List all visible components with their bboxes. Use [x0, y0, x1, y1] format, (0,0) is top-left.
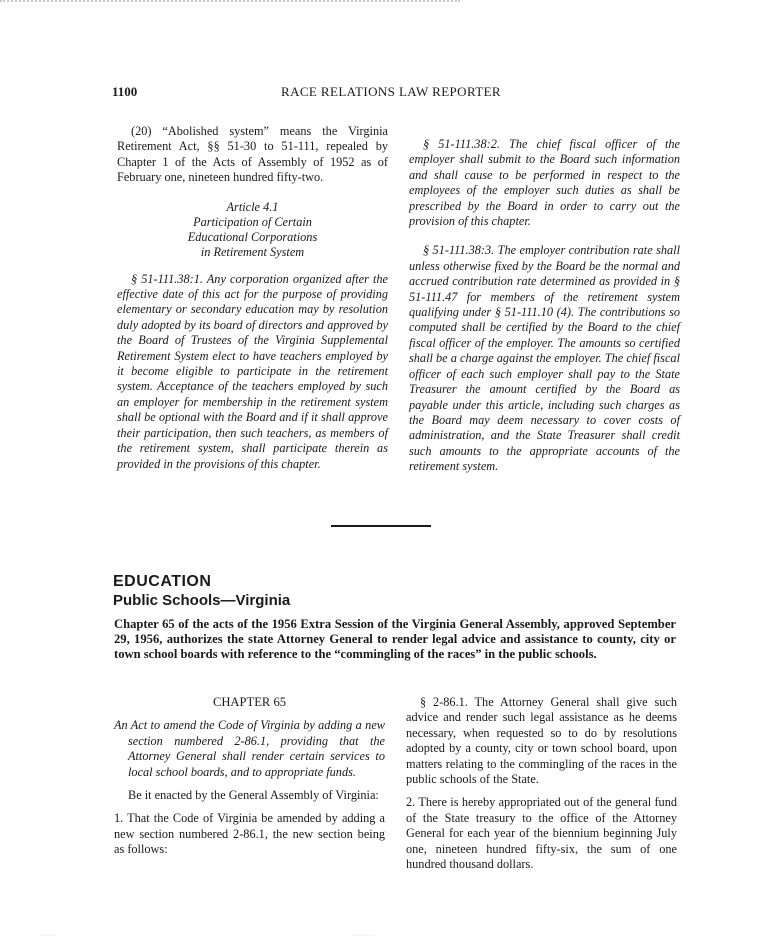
article-heading-line: Participation of Certain — [193, 214, 312, 229]
bottom-left-column — [114, 695, 385, 858]
definition-20: (20) “Abolished system” means the Virginia Retirement Act, §§ 51-30 to 51-111, repealed by Chapter 1 of the Acts of Assembly of 1952 as of February one, nineteen hundred fifty-two. — [117, 124, 388, 185]
top-edge-dots — [0, 0, 460, 8]
section-51-111-38-1: § 51-111.38:1. Any corporation organized after the effective date of this act for the purpose of providing elementary or secondary education may by resolution duly adopted by its board of directors and approved by the Board of Trustees of the Virginia Supplemental Retirement System elect to have teachers employed by it become eligible to participate in the retirement system. Acceptance of the teachers employed by such an employer for membership in the retirement system shall be optional with the Board and if it shall approve their participation, then such teachers, as members of the retirement system, shall participate therein as provided in the provisions of this chapter. — [117, 271, 388, 471]
enacting-clause: Be it enacted by the General Assembly of Virginia: — [128, 788, 379, 803]
section-2-86-1: § 2-86.1. The Attorney General shall give such advice and render such legal assistance as he deems necessary, when requested so to do by resolutions adopted by a county, city or town school board, upon matters relating to the commingling of the races in the public schools of the State. — [406, 695, 677, 787]
article-heading-line: in Retirement System — [200, 244, 305, 259]
top-left-column — [117, 124, 388, 472]
article-4-1-heading — [117, 200, 388, 260]
section-51-111-38-3: § 51-111.38:3. The employer contribution rate shall unless otherwise fixed by the Board be the normal and accrued contribution rate determined as provided in § 51-111.47 for members of the retirement system qualifying under § 51-111.10 (4). The contributions so computed shall be certified by the Board to the chief fiscal officer of the employer. The amounts so certified shall be a charge against the employer. The chief fiscal officer of each such employer shall pay to the State Treasurer the amount certified by the Board as payable under this article, including such charges as the Board may deem necessary to cover costs of administration, and the State Treasurer shall credit such amounts to the appropriate accounts of the retirement system. — [409, 243, 680, 474]
section-51-111-38-2: § 51-111.38:2. The chief fiscal officer of the employer shall submit to the Board such information and shall cause to be performed in respect to the employees of the employer such duties as shall be prescribed by the Board in order to carry out the provision of this chapter. — [409, 137, 680, 229]
section-subtitle: Public Schools—Virginia — [113, 592, 291, 609]
bottom-right-column — [406, 695, 677, 872]
clause-2: 2. There is hereby appropriated out of the general fund of the State treasury to the office of the Attorney General for each year of the biennium beginning July one, nineteen hundred fifty-six, the sum of one hundred thousand dollars. — [406, 795, 677, 872]
act-title: An Act to amend the Code of Virginia by adding a new section numbered 2-86.1, providing that the Attorney General shall render certain services to local school boards, and to appropriate funds. — [114, 718, 385, 779]
section-divider — [331, 525, 431, 527]
scan-artifact-mark: · · · · · — [40, 933, 56, 939]
chapter-heading: CHAPTER 65 — [212, 695, 287, 709]
top-right-column — [409, 137, 680, 475]
article-heading-line: Educational Corporations — [187, 229, 318, 244]
scan-artifact-mark: · · · · · · · — [352, 933, 375, 939]
clause-1: 1. That the Code of Virginia be amended by adding a new section numbered 2-86.1, the new section being as follows: — [114, 811, 385, 857]
headnote-summary: Chapter 65 of the acts of the 1956 Extra Session of the Virginia General Assembly, approved September 29, 1956, authorizes the state Attorney General to render legal advice and assistance to county, city or town school boards with reference to the “commingling of the races” in the public schools. — [114, 617, 676, 662]
page-number: 1100 — [112, 84, 138, 99]
section-title: EDUCATION — [113, 573, 212, 590]
running-head: RACE RELATIONS LAW REPORTER — [281, 84, 501, 99]
article-heading-line: Article 4.1 — [226, 199, 279, 214]
